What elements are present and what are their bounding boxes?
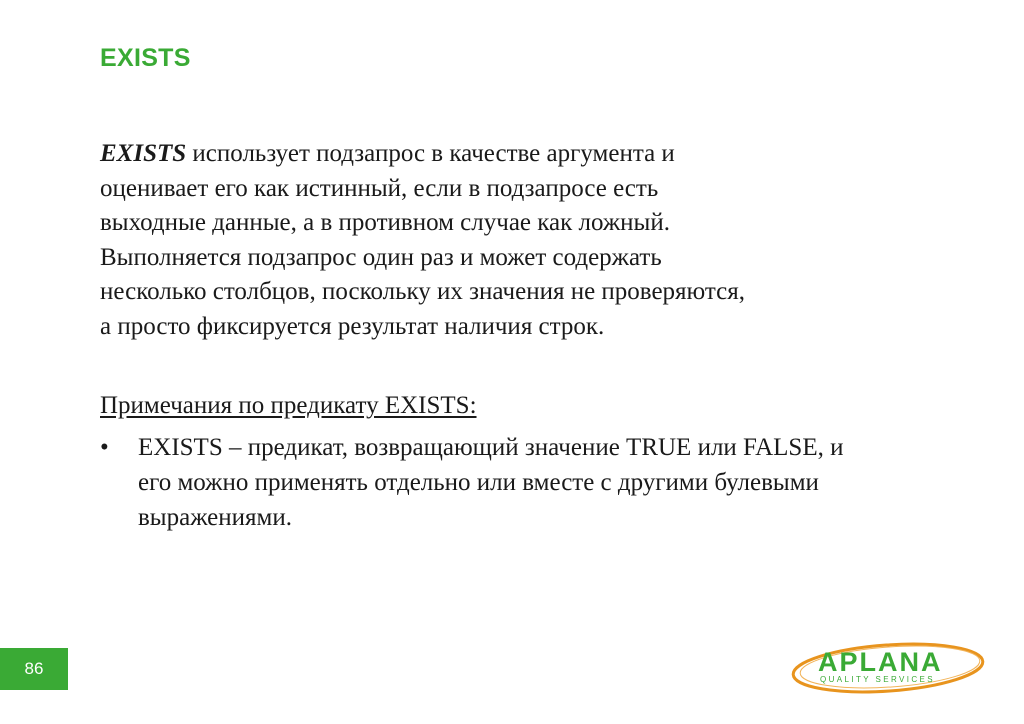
main-paragraph: [100, 137, 900, 345]
bullet-line: EXISTS – предикат, возвращающий значение TRUE или FALSE, и: [138, 434, 844, 461]
notes-heading: Примечания по предикату EXISTS:: [100, 392, 477, 419]
bullet-line: его можно применять отдельно или вместе с другими булевыми: [138, 469, 819, 496]
logo-name: APLANA: [818, 647, 943, 677]
logo-tagline: QUALITY SERVICES: [820, 675, 936, 684]
paragraph-line-text: использует подзапрос в качестве аргумента и: [186, 140, 675, 167]
bullet-marker: •: [100, 434, 109, 461]
paragraph-line: а просто фиксируется результат наличия строк.: [100, 312, 605, 340]
paragraph-keyword: EXISTS: [100, 140, 187, 167]
bullet-line: выражениями.: [138, 504, 292, 531]
aplana-logo: [790, 640, 990, 696]
page-number: 86: [24, 659, 44, 678]
paragraph-line: несколько столбцов, поскольку их значения не проверяются,: [100, 278, 745, 306]
slide-title: EXISTS: [100, 44, 191, 72]
paragraph-line: [100, 137, 900, 172]
paragraph-line: выходные данные, а в противном случае как ложный.: [100, 209, 670, 237]
paragraph-line: Выполняется подзапрос один раз и может содержать: [100, 243, 662, 271]
paragraph-line: оценивает его как истинный, если в подзапросе есть: [100, 174, 659, 202]
bullet-text: [138, 430, 843, 535]
page-number-badge: [0, 648, 68, 690]
